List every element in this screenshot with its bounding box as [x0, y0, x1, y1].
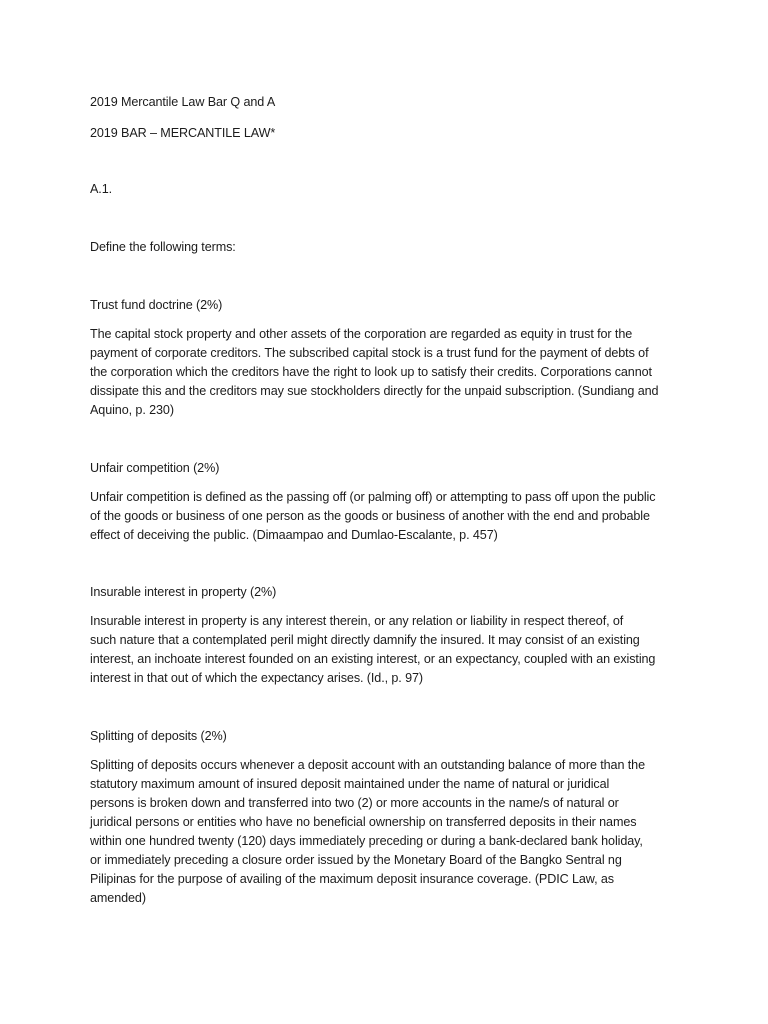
- answer-line: interest in that out of which the expectancy arises. (Id., p. 97): [90, 671, 424, 685]
- answer-paragraph: [90, 756, 690, 908]
- document-title: 2019 Mercantile Law Bar Q and A: [90, 95, 276, 109]
- term-heading: Trust fund doctrine (2%): [90, 298, 223, 312]
- answer-line: payment of corporate creditors. The subscribed capital stock is a trust fund for the payment of debts of: [90, 346, 649, 360]
- answer-line: amended): [90, 891, 146, 905]
- term-heading: Insurable interest in property (2%): [90, 585, 277, 599]
- answer-line: The capital stock property and other assets of the corporation are regarded as equity in trust for the: [90, 327, 633, 341]
- answer-line: Insurable interest in property is any interest therein, or any relation or liability in respect thereof, of: [90, 614, 624, 628]
- answer-line: Aquino, p. 230): [90, 403, 174, 417]
- answer-line: Splitting of deposits occurs whenever a deposit account with an outstanding balance of more than the: [90, 758, 645, 772]
- answer-line: Pilipinas for the purpose of availing of the maximum deposit insurance coverage. (PDIC Law, as: [90, 872, 615, 886]
- answer-line: within one hundred twenty (120) days immediately preceding or during a bank-declared bank holiday,: [90, 834, 643, 848]
- answer-line: the corporation which the creditors have the right to look up to satisfy their credits. Corporations cannot: [90, 365, 652, 379]
- answer-paragraph: [90, 612, 690, 688]
- answer-line: statutory maximum amount of insured deposit maintained under the name of natural or juridical: [90, 777, 610, 791]
- answer-line: such nature that a contemplated peril might directly damnify the insured. It may consist of an existing: [90, 633, 640, 647]
- answer-line: interest, an inchoate interest founded on an existing interest, or an expectancy, coupled with an existing: [90, 652, 656, 666]
- answer-paragraph: [90, 325, 690, 420]
- answer-line: effect of deceiving the public. (Dimaampao and Dumlao-Escalante, p. 457): [90, 528, 498, 542]
- instruction-text: Define the following terms:: [90, 240, 236, 254]
- document-subtitle: 2019 BAR – MERCANTILE LAW*: [90, 126, 276, 140]
- answer-line: juridical persons or entities who have no beneficial ownership on transferred deposits in their names: [90, 815, 637, 829]
- answer-line: Unfair competition is defined as the passing off (or palming off) or attempting to pass off upon the public: [90, 490, 656, 504]
- term-heading: Unfair competition (2%): [90, 461, 220, 475]
- section-label: A.1.: [90, 182, 113, 196]
- answer-paragraph: [90, 488, 690, 545]
- answer-line: persons is broken down and transferred into two (2) or more accounts in the name/s of natural or: [90, 796, 619, 810]
- term-heading: Splitting of deposits (2%): [90, 729, 227, 743]
- answer-line: of the goods or business of one person as the goods or business of another with the end and probable: [90, 509, 650, 523]
- answer-line: or immediately preceding a closure order issued by the Monetary Board of the Bangko Sentral ng: [90, 853, 622, 867]
- answer-line: dissipate this and the creditors may sue stockholders directly for the unpaid subscription. (Sundiang and: [90, 384, 659, 398]
